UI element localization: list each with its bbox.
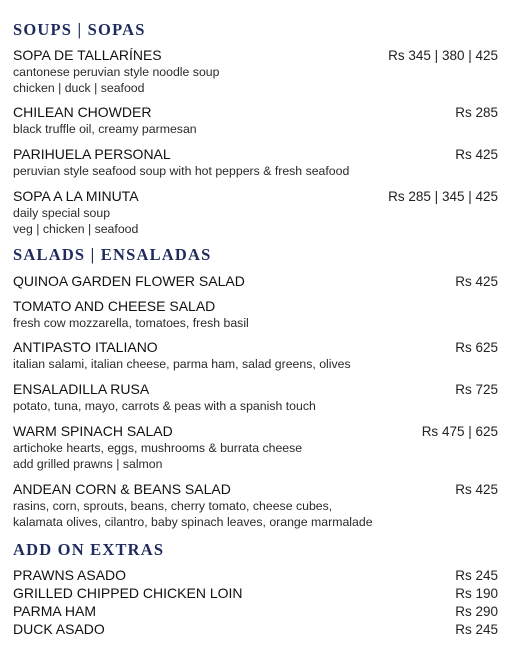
extra-item-duck-asado — [13, 621, 498, 638]
section-title-salads: SALADS | ENSALADAS — [13, 245, 212, 264]
menu-item-ensaladilla-rusa — [13, 381, 498, 414]
item-name: ANTIPASTO ITALIANO — [13, 339, 158, 355]
item-price: Rs 245 — [455, 622, 498, 637]
item-desc: peruvian style seafood soup with hot peppers & fresh seafood — [13, 164, 350, 178]
item-desc: fresh cow mozzarella, tomatoes, fresh basil — [13, 316, 249, 330]
item-price: Rs 625 — [455, 340, 498, 355]
menu-item-antipasto-italiano — [13, 339, 498, 372]
item-name: CHILEAN CHOWDER — [13, 104, 152, 120]
item-desc: artichoke hearts, eggs, mushrooms & burrata cheese — [13, 441, 303, 455]
item-name: SOPA A LA MINUTA — [13, 188, 139, 204]
item-name: QUINOA GARDEN FLOWER SALAD — [13, 273, 245, 289]
extra-item-prawns-asado — [13, 567, 498, 584]
item-desc: italian salami, italian cheese, parma ham, salad greens, olives — [13, 357, 351, 371]
item-desc: kalamata olives, cilantro, baby spinach leaves, orange marmalade — [13, 515, 373, 529]
item-desc: cantonese peruvian style noodle soup — [13, 65, 220, 79]
item-desc: daily special soup — [13, 206, 111, 220]
menu-item-sopa-de-tallarines — [13, 47, 498, 96]
item-desc: rasins, corn, sprouts, beans, cherry tomato, cheese cubes, — [13, 499, 333, 513]
item-name: PARIHUELA PERSONAL — [13, 146, 171, 162]
menu-item-quinoa-garden-flower-salad — [13, 273, 498, 290]
item-name: WARM SPINACH SALAD — [13, 423, 173, 439]
item-desc: veg | chicken | seafood — [13, 222, 139, 236]
item-name: TOMATO AND CHEESE SALAD — [13, 298, 216, 314]
item-price: Rs 285 | 345 | 425 — [388, 189, 498, 204]
extra-item-grilled-chipped-chicken-loin — [13, 585, 498, 602]
menu-item-andean-corn-beans-salad — [13, 481, 498, 530]
item-price: Rs 245 — [455, 568, 498, 583]
menu-item-warm-spinach-salad — [13, 423, 498, 472]
section-title-soups: SOUPS | SOPAS — [13, 20, 146, 39]
menu-item-sopa-a-la-minuta — [13, 188, 498, 237]
menu-item-parihuela-personal — [13, 146, 498, 179]
item-price: Rs 475 | 625 — [421, 424, 498, 439]
item-price: Rs 425 — [455, 482, 498, 497]
item-desc: potato, tuna, mayo, carrots & peas with a spanish touch — [13, 399, 316, 413]
item-price: Rs 425 — [455, 147, 498, 162]
item-desc: black truffle oil, creamy parmesan — [13, 122, 197, 136]
item-desc: add grilled prawns | salmon — [13, 457, 163, 471]
menu-item-chilean-chowder — [13, 104, 498, 137]
menu-item-tomato-and-cheese-salad — [13, 298, 498, 331]
item-name: DUCK ASADO — [13, 621, 105, 637]
item-name: GRILLED CHIPPED CHICKEN LOIN — [13, 585, 243, 601]
item-price: Rs 290 — [455, 604, 498, 619]
item-price: Rs 345 | 380 | 425 — [388, 48, 498, 63]
section-title-add-on-extras: ADD ON EXTRAS — [13, 540, 165, 559]
item-price: Rs 190 — [455, 586, 498, 601]
item-name: PRAWNS ASADO — [13, 567, 127, 583]
item-desc: chicken | duck | seafood — [13, 81, 145, 95]
extra-item-parma-ham — [13, 603, 498, 620]
item-price: Rs 285 — [455, 105, 498, 120]
item-price: Rs 725 — [455, 382, 498, 397]
item-name: SOPA DE TALLARÍNES — [13, 47, 162, 63]
item-price: Rs 425 — [455, 274, 498, 289]
item-name: PARMA HAM — [13, 603, 96, 619]
item-name: ANDEAN CORN & BEANS SALAD — [13, 481, 231, 497]
item-name: ENSALADILLA RUSA — [13, 381, 150, 397]
